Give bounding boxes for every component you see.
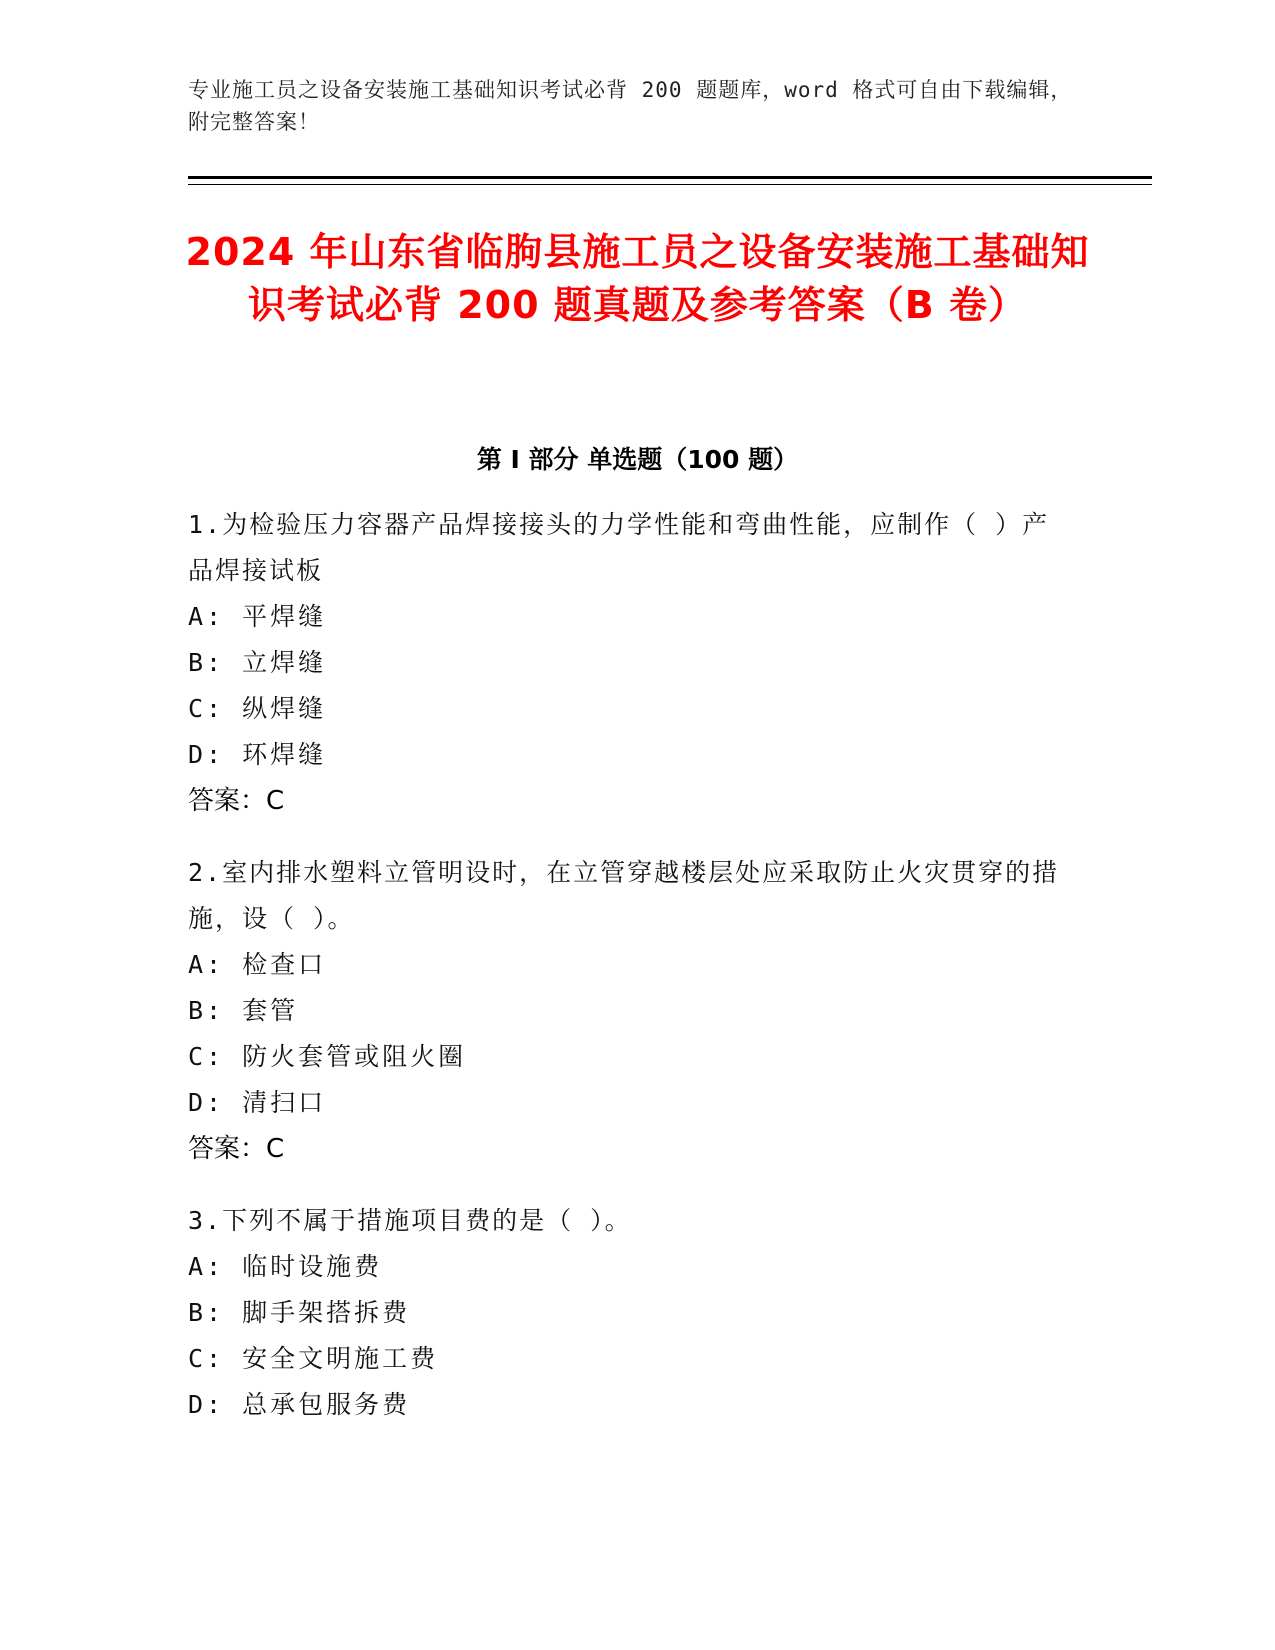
question-3 <box>188 1198 1068 1428</box>
header-divider-thick <box>188 176 1152 179</box>
option-b: B: 立焊缝 <box>188 648 327 677</box>
document-title: 2024 年山东省临朐县施工员之设备安装施工基础知识考试必背 200 题真题及参考答案（B 卷） <box>185 230 1090 327</box>
option-c: C: 纵焊缝 <box>188 694 327 723</box>
option-a: A: 检查口 <box>188 950 327 979</box>
option-d: D: 总承包服务费 <box>188 1390 411 1419</box>
question-1 <box>188 502 1068 824</box>
answer: 答案：C <box>188 786 285 816</box>
option-d: D: 环焊缝 <box>188 740 327 769</box>
option-b: B: 套管 <box>188 996 299 1025</box>
header-note: 专业施工员之设备安装施工基础知识考试必背 200 题题库，word 格式可自由下载编辑，附完整答案！ <box>188 78 1073 134</box>
option-c: C: 安全文明施工费 <box>188 1344 439 1373</box>
option-b: B: 脚手架搭拆费 <box>188 1298 411 1327</box>
answer: 答案：C <box>188 1134 285 1164</box>
option-a: A: 平焊缝 <box>188 602 327 631</box>
question-stem: 3.下列不属于措施项目费的是（ ）。 <box>188 1206 632 1235</box>
question-2 <box>188 850 1068 1172</box>
option-c: C: 防火套管或阻火圈 <box>188 1042 467 1071</box>
question-stem: 1.为检验压力容器产品焊接接头的力学性能和弯曲性能，应制作（ ）产品焊接试板 <box>188 510 1050 585</box>
option-a: A: 临时设施费 <box>188 1252 383 1281</box>
header-divider-thin <box>188 184 1152 185</box>
question-stem: 2.室内排水塑料立管明设时，在立管穿越楼层处应采取防止火灾贯穿的措施，设（ ）。 <box>188 858 1060 933</box>
option-d: D: 清扫口 <box>188 1088 327 1117</box>
section-heading: 第 I 部分 单选题（100 题） <box>476 445 799 474</box>
